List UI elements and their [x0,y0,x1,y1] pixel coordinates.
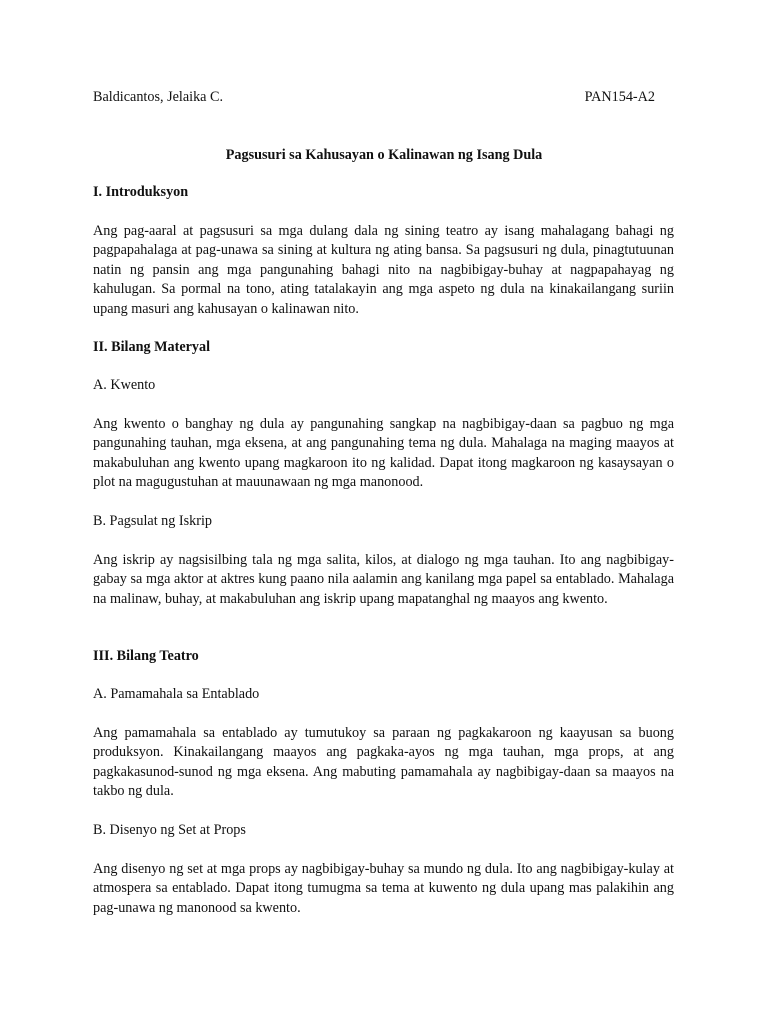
paragraph-introduksyon: Ang pag-aaral at pagsusuri sa mga dulang dala ng sining teatro ay isang mahalagang bahagi ng pagpapahalaga at pag-unawa sa sining at kultura ng ating bansa. Sa pagsusuri ng dula, pinagtutuunan natin ng pansin ang mga pangunahing bahagi nito na nagbibigay-buhay at nagpapahayag ng kahulugan. Sa pormal na tono, ating tatalakayin ang mga aspeto ng dula na kinakailangang suriin upang masuri ang kahusayan o kalinawan nito. [93,223,674,317]
paragraph-pamamahala: Ang pamamahala sa entablado ay tumutukoy sa paraan ng pagkakaroon ng kaayusan sa buong produksyon. Kinakailangang maayos ang pagkaka-ayos ng mga tauhan, mga props, at ang pagkakasunod-sunod ng mga eksena. Ang mabuting pamamahala ay nagbibigay-daan sa maayos na takbo ng dula. [93,725,674,800]
document-header [93,88,655,108]
paragraph-disenyo: Ang disenyo ng set at mga props ay nagbibigay-buhay sa mundo ng dula. Ito ang nagbibigay-kulay at atmospera sa entablado. Dapat itong tumugma sa tema at kuwento ng dula upang mas palakihin ang pag-unawa ng manonood sa kwento. [93,861,674,916]
section-heading-materyal: II. Bilang Materyal [93,339,211,355]
document-title: Pagsusuri sa Kahusayan o Kalinawan ng Isang Dula [225,147,543,163]
section-heading-introduksyon: I. Introduksyon [93,184,189,200]
subheading-iskrip: B. Pagsulat ng Iskrip [93,513,213,529]
paragraph-kwento: Ang kwento o banghay ng dula ay pangunahing sangkap na nagbibigay-daan sa pagbuo ng mga pangunahing tauhan, mga eksena, at ang pangunahing tema ng dula. Mahalaga na maging maayos at makabuluhan ang kwento upang magkaroon ito ng kalidad. Dapat itong magkaroon ng kasaysayan o plot na magugustuhan at mauunawaan ng mga manonood. [93,416,674,491]
author-name: Baldicantos, Jelaika C. [93,89,224,105]
course-code: PAN154-A2 [584,89,655,105]
section-heading-teatro: III. Bilang Teatro [93,648,199,664]
paragraph-iskrip: Ang iskrip ay nagsisilbing tala ng mga salita, kilos, at dialogo ng mga tauhan. Ito ang nagbibigay-gabay sa mga aktor at aktres kung paano nila aalamin ang kanilang mga papel sa entablado. Mahalaga na malinaw, buhay, at makabuluhan ang iskrip upang mapatanghal ng maayos ang kwento. [93,552,674,607]
subheading-pamamahala: A. Pamamahala sa Entablado [93,686,260,702]
subheading-disenyo: B. Disenyo ng Set at Props [93,822,246,838]
subheading-kwento: A. Kwento [93,377,156,393]
